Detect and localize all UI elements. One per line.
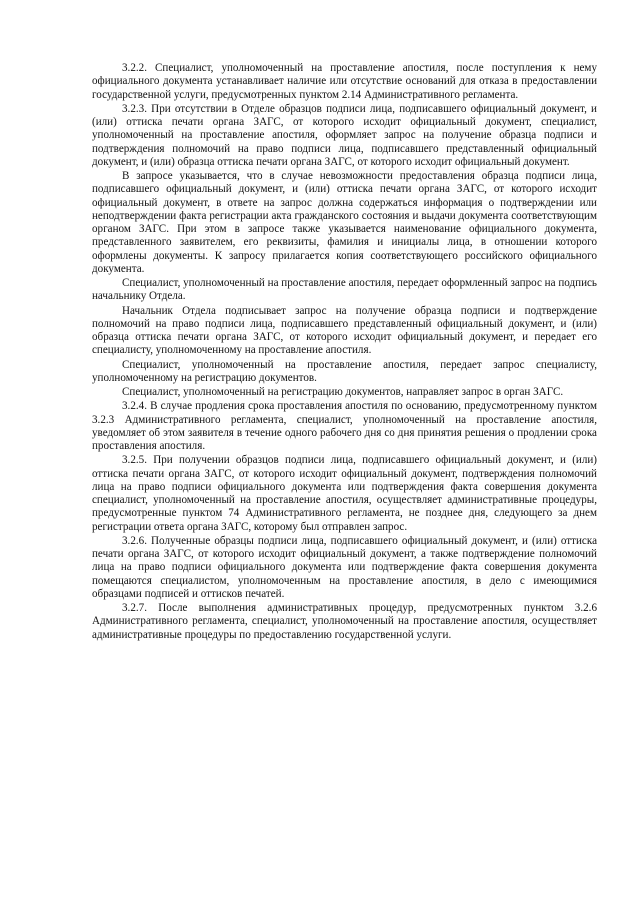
paragraph-3-2-2: 3.2.2. Специалист, уполномоченный на проставление апостиля, после поступления к нему официального документа устанавливает наличие или отсутствие оснований для отказа в предоставлении государственной услуги, предусмотренных пунктом 2.14 Административного регламента. [92,62,597,101]
paragraph-3-2-4: 3.2.4. В случае продления срока проставления апостиля по основанию, предусмотренному пунктом 3.2.3 Административного регламента, специалист, уполномоченный на проставление апостиля, уведомляет об этом заявителя в течение одного рабочего дня со дня принятия решения о продлении срока проставления апостиля. [92,400,597,452]
paragraph-3-2-6: 3.2.6. Полученные образцы подписи лица, подписавшего официальный документ, и (или) оттиска печати органа ЗАГС, от которого исходит официальный документ, а также подтверждение полномочий лица на право подписи официального документа или подтверждение факта совершения документа помещаются специалистом, уполномоченным на проставление апостиля, в дело с имеющимися образцами подписей и оттисков печатей. [92,534,597,600]
paragraph-3-2-3: 3.2.3. При отсутствии в Отделе образцов подписи лица, подписавшего официальный документ, и (или) оттиска печати органа ЗАГС, от которого исходит официальный документ, специалист, уполномоченный на проставление апостиля, оформляет запрос на получение образца подписи и подтверждения полномочий на право подписи лица, подписавшего представленный официальный документ, и (или) образца оттиска печати органа ЗАГС, от которого исходит официальный документ. [92,102,597,168]
paragraph-3-2-7: 3.2.7. После выполнения административных процедур, предусмотренных пунктом 3.2.6 Административного регламента, специалист, уполномоченный на проставление апостиля, осуществляет административные процедуры по предоставлению государственной услуги. [92,602,597,641]
paragraph-request-content: В запросе указывается, что в случае невозможности предоставления образца подписи лица, подписавшего официальный документ, и (или) оттиска печати органа ЗАГС, от которого исходит официальный документ, в ответе на запрос должна содержаться информация о подтверждении или неподтверждении факта регистрации акта гражданского состояния и выдачи документа соответствующим органом ЗАГС. При этом в запросе также указывается наименование официального документа, представленного заявителем, его реквизиты, фамилия и инициалы лица, в отношении которого оформлены документы. К запросу прилагается копия соответствующего российского официального документа. [92,170,597,275]
paragraph-send-request: Специалист, уполномоченный на регистрацию документов, направляет запрос в орган ЗАГС. [122,386,564,398]
paragraph-3-2-5: 3.2.5. При получении образцов подписи лица, подписавшего официальный документ, и (или) оттиска печати органа ЗАГС, от которого исходит официальный документ, подтверждения полномочий лица на право подписи официального документа или подтверждения факта совершения документа специалист, уполномоченный на проставление апостиля, осуществляет административные процедуры, предусмотренные пунктом 74 Административного регламента, не позднее дня, следующего за днем регистрации ответа органа ЗАГС, которому был отправлен запрос. [92,454,597,533]
paragraph-head-signs: Начальник Отдела подписывает запрос на получение образца подписи и подтверждение полномочий на право подписи лица, подписавшего представленный официальный документ, и (или) образца оттиска печати органа ЗАГС, от которого исходит официальный документ, и передает его специалисту, уполномоченному на проставление апостиля. [92,304,597,357]
paragraph-transfer-registration: Специалист, уполномоченный на проставление апостиля, передает запрос специалисту, уполномоченному на регистрацию документов. [92,358,597,384]
document-body [92,62,597,643]
paragraph-request-signature: Специалист, уполномоченный на проставление апостиля, передает оформленный запрос на подпись начальнику Отдела. [92,277,597,303]
